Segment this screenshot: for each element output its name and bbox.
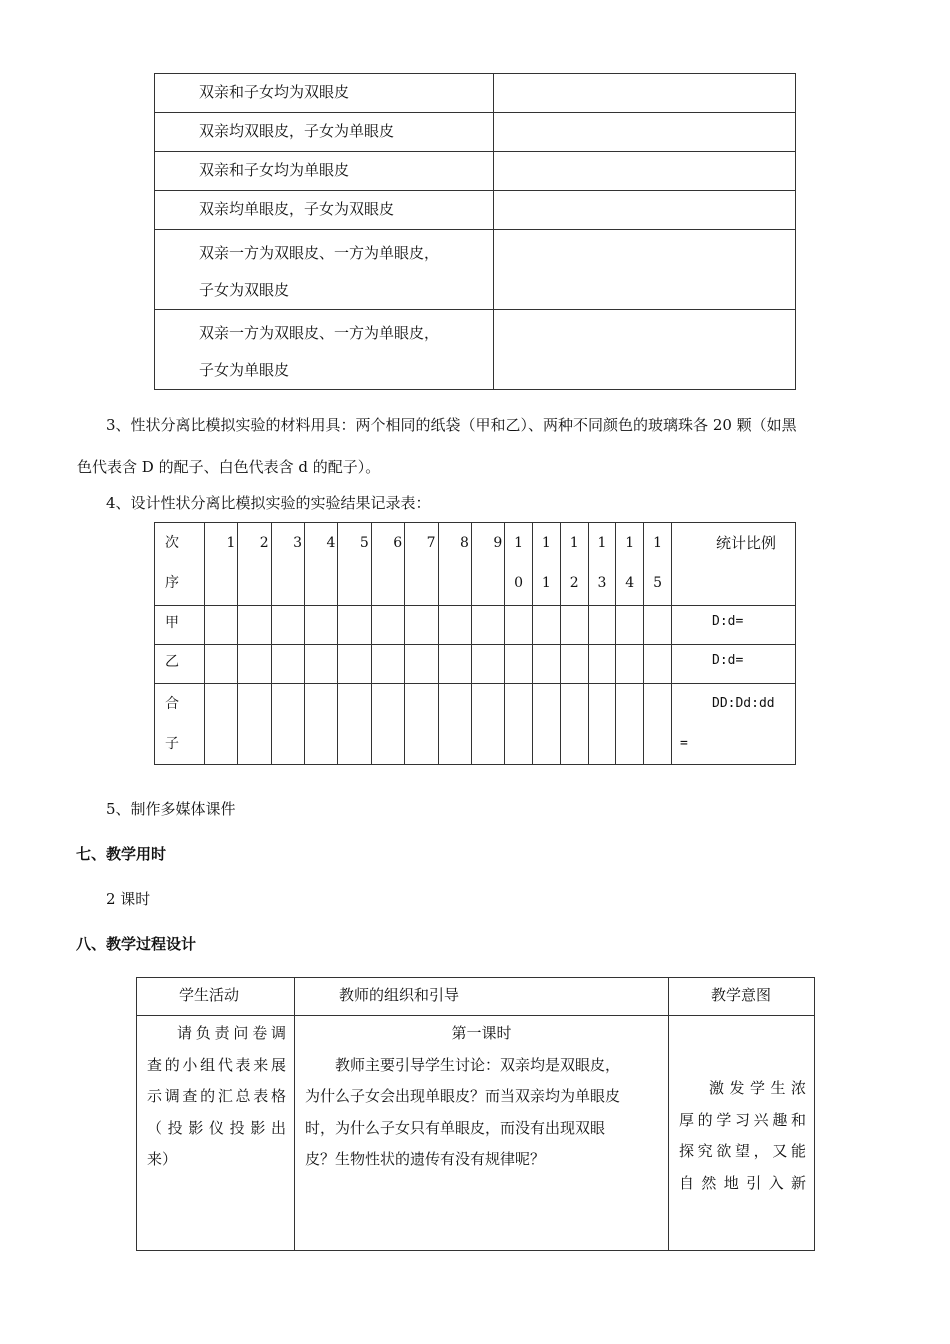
table-cell-empty [438, 684, 471, 765]
paragraph-5: 5、制作多媒体课件 [106, 800, 236, 818]
table-cell-empty [505, 606, 533, 645]
table-cell-empty [405, 606, 438, 645]
cell-text: 教师主要引导学生讨论：双亲均是双眼皮， [335, 1055, 621, 1074]
cell-text: 9 [493, 535, 503, 551]
cell-text: 时，为什么子女只有单眼皮，而没有出现双眼 [305, 1118, 606, 1137]
cell-text: 自然地引入新 [679, 1173, 806, 1192]
table-cell-empty [644, 684, 672, 765]
table-cell-empty [471, 645, 504, 684]
cell-text: 统计比例 [716, 534, 777, 552]
table-row [155, 152, 796, 191]
header-cell [295, 978, 669, 1016]
header-cell-number [533, 523, 561, 606]
cell-text: 为什么子女会出现单眼皮？而当双亲均为单眼皮 [305, 1087, 621, 1105]
cell-text: 4 [326, 535, 336, 551]
table-cell-empty [533, 645, 561, 684]
cell-text: 查的小组代表来展 [147, 1055, 286, 1074]
section-7-body: 2 课时 [106, 890, 151, 908]
row-label-cell [155, 684, 205, 765]
cell-text: 厚的学习兴趣和 [679, 1110, 806, 1129]
table-cell-empty [338, 606, 371, 645]
ratio-cell [672, 645, 796, 684]
table-cell-empty [616, 684, 644, 765]
section-7-heading: 七、教学用时 [76, 845, 167, 863]
ratio-cell [672, 606, 796, 645]
table-row [155, 74, 796, 113]
cell-text: 次 [165, 535, 179, 551]
table-cell-empty [371, 645, 404, 684]
cell-text: 探究欲望，又能 [679, 1142, 806, 1160]
table-cell-empty [271, 684, 304, 765]
table-cell [155, 191, 494, 230]
cell-text: 5 [359, 535, 369, 551]
cell-title: 第一课时 [451, 1024, 512, 1042]
table-row [155, 645, 796, 684]
table-header-row [155, 523, 796, 606]
experiment-record-table [154, 522, 796, 765]
cell-text: 5 [653, 575, 662, 591]
table-row [155, 684, 796, 765]
table-cell-empty [494, 310, 796, 390]
table-cell-empty [405, 684, 438, 765]
header-cell-number [238, 523, 271, 606]
cell-text: 示调查的汇总表格 [147, 1087, 286, 1105]
table-cell-empty [271, 606, 304, 645]
cell-text: 1 [569, 535, 579, 551]
cell-text: 皮？生物性状的遗传有没有规律呢？ [305, 1150, 546, 1168]
cell-text: 甲 [165, 615, 179, 631]
table-cell-empty [238, 684, 271, 765]
cell-text: DD:Dd:dd [712, 696, 775, 711]
table-cell-empty [305, 645, 338, 684]
table-cell-empty [238, 645, 271, 684]
header-cell-number [371, 523, 404, 606]
cell-text: 子女为单眼皮 [199, 361, 290, 379]
cell-text: = [680, 736, 688, 751]
cell-text: 3 [293, 535, 303, 551]
cell-text: 合 [165, 696, 179, 712]
table-cell-empty [471, 684, 504, 765]
table-cell [155, 113, 494, 152]
cell-text: 序 [165, 575, 179, 591]
table-cell-empty [533, 606, 561, 645]
row-label-cell [155, 606, 205, 645]
table-cell-empty [371, 684, 404, 765]
table-cell-empty [588, 684, 616, 765]
header-cell-ratio [672, 523, 796, 606]
table-cell [155, 230, 494, 310]
table-cell-empty [588, 645, 616, 684]
cell-text: （投影仪投影出 [147, 1118, 286, 1137]
teacher-guidance-cell [295, 1016, 669, 1251]
header-cell-number [588, 523, 616, 606]
row-label-cell [155, 645, 205, 684]
paragraph-4: 4、设计性状分离比模拟实验的实验结果记录表： [106, 494, 431, 512]
cell-text: 乙 [165, 654, 179, 670]
table-cell-empty [371, 606, 404, 645]
table-cell-empty [438, 606, 471, 645]
cell-text: 请负责问卷调 [177, 1024, 286, 1042]
table-cell-empty [305, 606, 338, 645]
table-row [137, 1016, 815, 1251]
header-cell [669, 978, 815, 1016]
table-cell-empty [338, 645, 371, 684]
cell-text: 教师的组织和引导 [339, 986, 460, 1004]
table-cell-empty [644, 645, 672, 684]
table-cell-empty [238, 606, 271, 645]
table-cell-empty [205, 645, 238, 684]
teaching-intent-cell [669, 1016, 815, 1251]
table-cell-empty [494, 74, 796, 113]
table-cell [155, 152, 494, 191]
header-cell-number [405, 523, 438, 606]
cell-text: 双亲均单眼皮，子女为双眼皮 [199, 200, 395, 218]
cell-text: 子 [165, 736, 179, 752]
table-row [155, 310, 796, 390]
header-cell-number [205, 523, 238, 606]
cell-text: 1 [597, 535, 607, 551]
table-cell-empty [494, 191, 796, 230]
table-cell-empty [560, 606, 588, 645]
cell-text: 1 [653, 535, 662, 551]
table-cell-empty [205, 606, 238, 645]
table-cell-empty [405, 645, 438, 684]
cell-text: 双亲一方为双眼皮、一方为单眼皮， [199, 244, 440, 262]
table-cell-empty [560, 684, 588, 765]
table-header-row [137, 978, 815, 1016]
cell-text: 双亲一方为双眼皮、一方为单眼皮， [199, 324, 440, 342]
table-cell-empty [505, 684, 533, 765]
header-cell [137, 978, 295, 1016]
table-cell-empty [305, 684, 338, 765]
header-cell-order [155, 523, 205, 606]
table-cell-empty [616, 645, 644, 684]
table-row [155, 230, 796, 310]
table-cell-empty [533, 684, 561, 765]
cell-text: 7 [426, 535, 436, 551]
header-cell-number [505, 523, 533, 606]
table-cell-empty [438, 645, 471, 684]
table-cell-empty [560, 645, 588, 684]
cell-text: 激发学生浓 [709, 1079, 806, 1097]
table-cell-empty [205, 684, 238, 765]
cell-text: 双亲均双眼皮，子女为单眼皮 [199, 122, 395, 140]
table-cell-empty [494, 230, 796, 310]
table-cell-empty [338, 684, 371, 765]
table-cell-empty [616, 606, 644, 645]
ratio-cell [672, 684, 796, 765]
table-cell [155, 310, 494, 390]
table-row [155, 606, 796, 645]
section-8-heading: 八、教学过程设计 [76, 935, 197, 953]
cell-text: 0 [514, 575, 524, 591]
table-cell-empty [471, 606, 504, 645]
teaching-process-table [136, 977, 815, 1251]
header-cell-number [271, 523, 304, 606]
cell-text: 1 [541, 575, 551, 591]
cell-text: 子女为双眼皮 [199, 281, 290, 299]
table-cell-empty [644, 606, 672, 645]
cell-text: 来） [147, 1150, 178, 1168]
header-cell-number [338, 523, 371, 606]
cell-text: 3 [597, 575, 607, 591]
cell-text: 1 [226, 535, 236, 551]
cell-text: D:d= [712, 653, 744, 668]
cell-text: 8 [459, 535, 469, 551]
table-cell-empty [588, 606, 616, 645]
cell-text: 双亲和子女均为单眼皮 [199, 161, 350, 179]
table-cell-empty [271, 645, 304, 684]
cell-text: 1 [514, 535, 524, 551]
header-cell-number [471, 523, 504, 606]
paragraph-3-line1: 3、性状分离比模拟实验的材料用具：两个相同的纸袋（甲和乙）、两种不同颜色的玻璃珠各 20 颗（如黑 [106, 416, 797, 434]
paragraph-3-line2: 色代表含 D 的配子、白色代表含 d 的配子）。 [77, 458, 381, 476]
cell-text: 4 [625, 575, 635, 591]
header-cell-number [438, 523, 471, 606]
header-cell-number [616, 523, 644, 606]
cell-text: 学生活动 [179, 986, 240, 1004]
eyelid-survey-table [154, 73, 796, 390]
cell-text: 6 [393, 535, 403, 551]
cell-text: 2 [259, 535, 269, 551]
cell-text: 教学意图 [711, 986, 772, 1004]
table-row [155, 113, 796, 152]
table-cell-empty [494, 152, 796, 191]
table-cell-empty [494, 113, 796, 152]
student-activity-cell [137, 1016, 295, 1251]
header-cell-number [644, 523, 672, 606]
header-cell-number [305, 523, 338, 606]
header-cell-number [560, 523, 588, 606]
table-cell-empty [505, 645, 533, 684]
table-row [155, 191, 796, 230]
cell-text: 1 [625, 535, 635, 551]
cell-text: 双亲和子女均为双眼皮 [199, 83, 350, 101]
cell-text: 2 [569, 575, 579, 591]
cell-text: 1 [541, 535, 551, 551]
cell-text: D:d= [712, 614, 744, 629]
table-cell [155, 74, 494, 113]
